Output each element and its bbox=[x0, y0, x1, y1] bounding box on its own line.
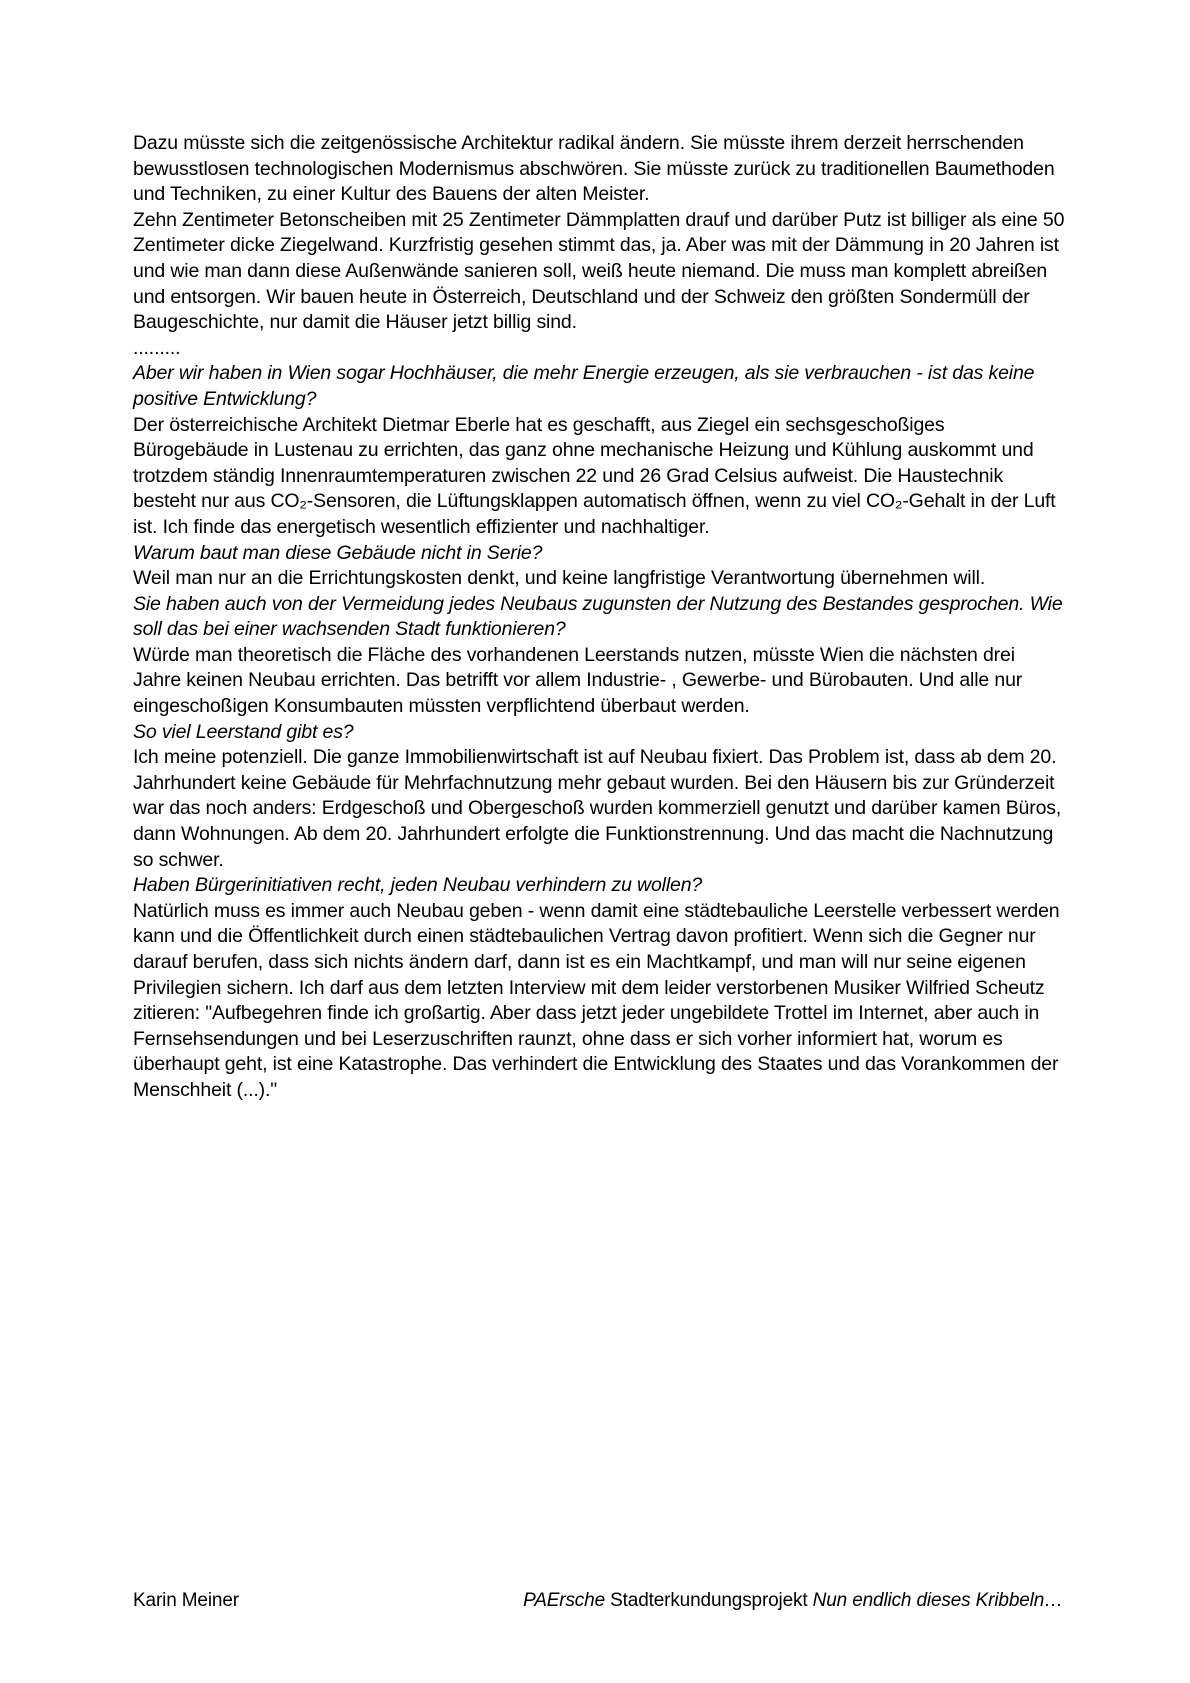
paragraph-answer: Würde man theoretisch die Fläche des vorhandenen Leerstands nutzen, müsste Wien die nächsten drei Jahre keinen Neubau errichten. Das betrifft vor allem Industrie- , Gewerbe- und Bürobauten. Und alle nur eingeschoßigen Konsumbauten müssten verpflichtend überbaut werden. bbox=[133, 643, 1023, 718]
footer-project-type: Stadterkundungsprojekt bbox=[605, 1590, 813, 1611]
footer-author: Karin Meiner bbox=[133, 1590, 239, 1611]
paragraph-answer: Dazu müsste sich die zeitgenössische Architektur radikal ändern. Sie müsste ihrem derzeit herrschenden bewusstlosen technologischen Modernismus abschwören. Sie müsste zurück zu traditionellen Baumethoden und Techniken, zu einer Kultur des Bauens der alten Meister. bbox=[133, 132, 1055, 206]
paragraph-interview-question: Warum baut man diese Gebäude nicht in Serie? bbox=[133, 541, 543, 564]
footer-project-title bbox=[523, 1588, 1063, 1613]
paragraph-interview-question: Sie haben auch von der Vermeidung jedes Neubaus zugunsten der Nutzung des Bestandes gesprochen. Wie soll das bei einer wachsenden Stadt funktionieren? bbox=[133, 592, 1063, 641]
paragraph-answer: Zehn Zentimeter Betonscheiben mit 25 Zentimeter Dämmplatten drauf und darüber Putz ist billiger als eine 50 Zentimeter dicke Ziegelwand. Kurzfristig gesehen stimmt das, ja. Aber was mit der Dämmung in 20 Jahren ist und wie man dann diese Außenwände sanieren soll, weiß heute niemand. Die muss man komplett abreißen und entsorgen. Wir bauen heute in Österreich, Deutschland und der Schweiz den größten Sondermüll der Baugeschichte, nur damit die Häuser jetzt billig sind. bbox=[133, 208, 1065, 334]
paragraph-answer: Natürlich muss es immer auch Neubau geben - wenn damit eine städtebauliche Leerstelle verbessert werden kann und die Öffentlichkeit durch einen städtebaulichen Vertrag davon profitiert. Wenn sich die Gegner nur darauf berufen, dass sich nichts ändern darf, dann ist es ein Machtkampf, und man will nur seine eigenen Privilegien sichern. Ich darf aus dem letzten Interview mit dem leider verstorbenen Musiker Wilfried Scheutz zitieren: "Aufbegehren finde ich großartig. Aber dass jetzt jeder ungebildete Trottel im Internet, aber auch in Fernsehsendungen und bei Leserzuschriften raunzt, ohne dass er sich vorher informiert hat, worum es überhaupt geht, ist eine Katastrophe. Das verhindert die Entwicklung des Staates und das Vorankommen der Menschheit (...)." bbox=[133, 899, 1060, 1101]
footer-project-name: PAErsche bbox=[523, 1590, 605, 1611]
paragraph-interview-question: So viel Leerstand gibt es? bbox=[133, 720, 354, 743]
paragraph-answer: Ich meine potenziell. Die ganze Immobilienwirtschaft ist auf Neubau fixiert. Das Problem ist, dass ab dem 20. Jahrhundert keine Gebäude für Mehrfachnutzung mehr gebaut wurden. Bei den Häusern bis zur Gründerzeit war das noch anders: Erdgeschoß und Obergeschoß wurden kommerziell genutzt und darüber kamen Büros, dann Wohnungen. Ab dem 20. Jahrhundert erfolgte die Funktionstrennung. Und das macht die Nachnutzung so schwer. bbox=[133, 746, 1062, 871]
paragraph-answer: Weil man nur an die Errichtungskosten denkt, und keine langfristige Verantwortung übernehmen will. bbox=[133, 567, 986, 590]
paragraph-answer: Der österreichische Architekt Dietmar Eberle hat es geschafft, aus Ziegel ein sechsgeschoßiges Bürogebäude in Lustenau zu errichten, das ganz ohne mechanische Heizung und Kühlung auskommt und trotzdem ständig Innenraumtemperaturen zwischen 22 und 26 Grad Celsius aufweist. Die Haustechnik besteht nur aus CO₂-Sensoren, die Lüftungsklappen automatisch öffnen, wenn zu viel CO₂-Gehalt in der Luft ist. Ich finde das energetisch wesentlich effizienter und nachhaltiger. bbox=[133, 413, 1056, 538]
footer-project-subtitle: Nun endlich dieses Kribbeln… bbox=[812, 1590, 1063, 1611]
paragraph-interview-question: Haben Bürgerinitiativen recht, jeden Neubau verhindern zu wollen? bbox=[133, 874, 703, 897]
paragraph-ellipsis-separator: ......... bbox=[133, 336, 181, 359]
page-footer bbox=[133, 1588, 1063, 1613]
paragraph-interview-question: Aber wir haben in Wien sogar Hochhäuser, die mehr Energie erzeugen, als sie verbrauchen - ist das keine positive Entwicklung? bbox=[133, 362, 1035, 410]
document-body bbox=[133, 131, 1065, 1104]
